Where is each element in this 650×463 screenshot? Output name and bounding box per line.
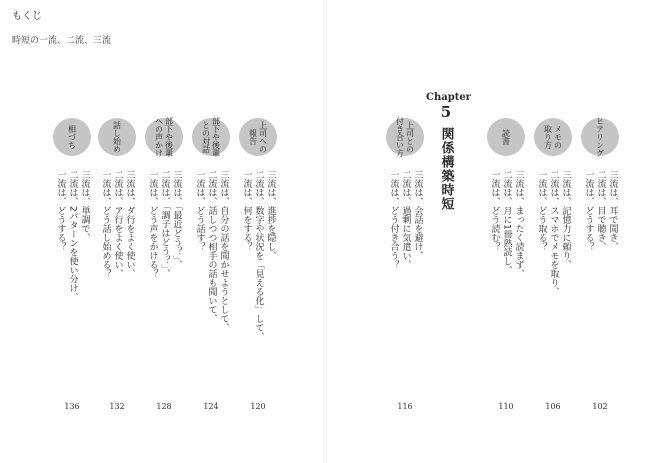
entry-text [191,170,231,400]
entry-line: 三流は、まったく読まず、 [513,170,524,278]
entry-line: 二流は、スマホでメモを取り、 [548,170,559,296]
topic-title-line: への声かけ [154,117,164,157]
page-number: 132 [109,402,125,411]
page-number: 120 [250,402,266,411]
topic-badge [487,118,525,156]
entry-line: 一流は、どう話す？ [194,170,205,251]
toc-entry[interactable] [486,118,526,443]
entry-line: 二流は、「調子はどう？」、 [159,170,170,278]
entry-line: 三流は、記憶力に頼り、 [560,170,571,269]
entry-line: 三流は、単調で、 [79,170,90,242]
entry-line: 二流は、2パターンを使い分け、 [67,170,78,302]
entry-line: 三流は、進捗を隠し、 [265,170,276,260]
page-number: 116 [397,402,413,411]
toc-entry[interactable] [97,118,137,443]
entry-line: 一流は、どうする？ [583,170,594,251]
entry-line: 二流は、数字や状況を「見える化」して、 [253,170,264,341]
entry-text [97,170,137,400]
entry-line: 一流は、どう話し始める？ [100,170,111,278]
topic-title-line: 報告 [248,129,258,145]
entry-text [52,170,92,400]
page-number: 110 [498,402,514,411]
chapter-label: Chapter [426,92,471,103]
toc-entry[interactable] [238,118,278,443]
entry-text [533,170,573,400]
page-number: 136 [64,402,80,411]
page-spine [323,0,325,463]
entry-line: 一流は、どう取る？ [536,170,547,251]
toc-entry[interactable] [144,118,184,443]
topic-title-line: との対話 [201,121,211,153]
chapter-heading [426,92,471,211]
topic-badge [98,118,136,156]
toc-entry[interactable] [533,118,573,443]
entry-text [144,170,184,400]
page-header [12,10,111,46]
chapter-title: 関係構築時短 [438,127,454,211]
topic-title-line: 取り方 [543,125,553,149]
page-number: 106 [545,402,561,411]
topic-title-line: 話し始め [112,121,122,153]
entry-line: 一流は、何をする？ [241,170,252,251]
topic-title-line: 付き合い方 [395,117,405,157]
entry-line: 二流は、月に1冊熟読し、 [501,170,512,275]
topic-badge [386,118,424,156]
entry-line: 一流は、どう読む？ [489,170,500,251]
page-number: 124 [203,402,219,411]
entry-line: 一流は、どうする？ [55,170,66,251]
topic-title-line: 相づち [67,125,77,149]
entry-line: 三流は、「最近どう？」、 [171,170,182,269]
topic-badge [581,118,619,156]
toc-entry[interactable] [385,118,425,443]
entry-line: 三流は、会話を避け、 [412,170,423,260]
entry-line: 三流は、ダ行をよく使い、 [124,170,135,278]
toc-entry[interactable] [580,118,620,443]
topic-title-line: ヒアリング [595,117,605,157]
entry-line: 一流は、どう声をかける？ [147,170,158,278]
chapter-number: 5 [440,103,452,121]
entry-line: 二流は、過剰に気遣い、 [400,170,411,269]
entry-line: 二流は、ア行をよく使い、 [112,170,123,278]
topic-title-line: メモの [553,125,563,149]
toc-entry[interactable] [52,118,92,443]
topic-badge [145,118,183,156]
entry-line: 三流は、自分の話を聞かせようとして、 [218,170,229,332]
header-title: もくじ [12,11,42,22]
topic-badge [53,118,91,156]
entry-text [238,170,278,400]
page-number: 128 [156,402,172,411]
topic-badge [239,118,277,156]
header-subtitle: 時短の一流、二流、三流 [12,36,112,46]
toc-entry[interactable] [191,118,231,443]
entry-line: 二流は、目で聴き、 [595,170,606,251]
entry-text [580,170,620,400]
entry-text [486,170,526,400]
topic-title-line: 上司との [405,121,415,153]
entry-text [385,170,425,400]
topic-title-line: 上司への [258,121,268,153]
topic-badge [534,118,572,156]
topic-badge [192,118,230,156]
entry-line: 三流は、耳で聞き、 [607,170,618,251]
entry-line: 一流は、どう付き合う？ [388,170,399,269]
topic-title-line: 部下や後輩 [211,117,221,157]
page-number: 102 [592,402,608,411]
topic-title-line: 読書 [501,129,511,145]
entry-line: 二流は、話しつつ相手の話も聞いて、 [206,170,217,323]
topic-title-line: 部下や後輩 [164,117,174,157]
